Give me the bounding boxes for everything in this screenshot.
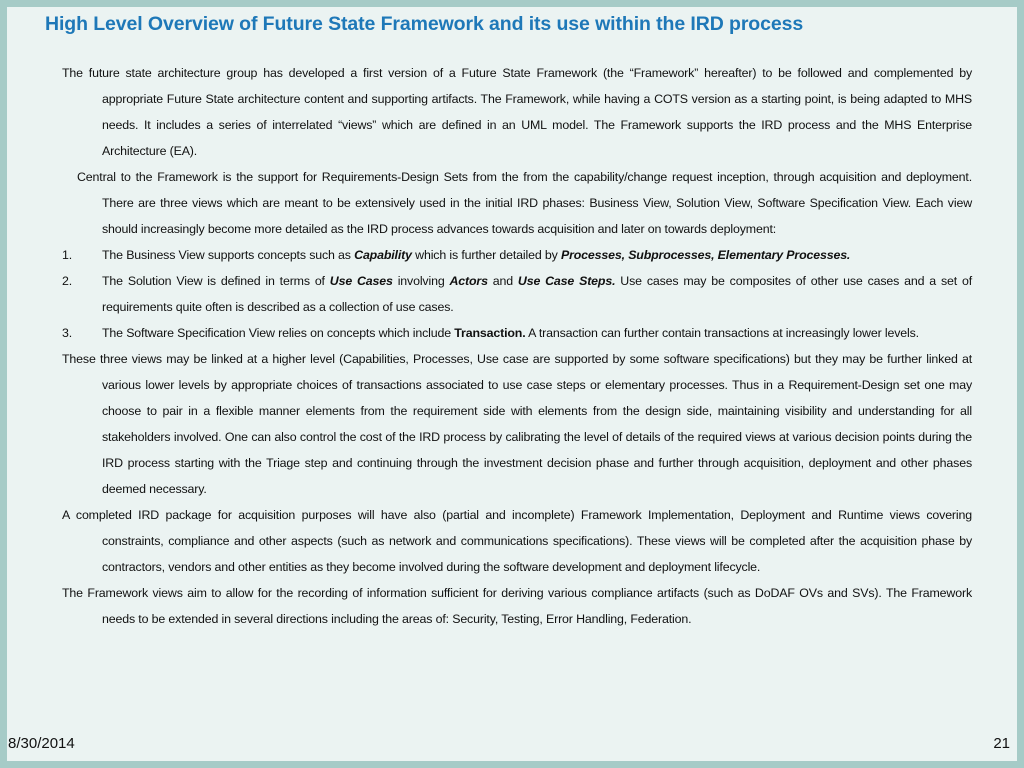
paragraph-framework-intro: The future state architecture group has developed a first version of a Future State Framework (the “Framework” hereafter) to be followed and complemented by appropriate Future State architecture content and supporting artifacts. The Framework, while having a COTS version as a starting point, is being adapted to MHS needs. It includes a series of interrelated “views” which are defined in an UML model. The Framework supports the IRD process and the MHS Enterprise Architecture (EA). — [62, 66, 972, 158]
paragraph-compliance: The Framework views aim to allow for the recording of information sufficient for deriving various compliance artifacts (such as DoDAF OVs and SVs). The Framework needs to be extended in several directions including the areas of: Security, Testing, Error Handling, Federation. — [62, 586, 972, 626]
list-emphasis: Use Cases — [329, 274, 393, 288]
list-text: involving — [392, 274, 450, 288]
paragraph-requirements-design: Central to the Framework is the support for Requirements-Design Sets from the from the capability/change request inception, through acquisition and deployment. There are three views which are meant to be extensively used in the initial IRD phases: Business View, Solution View, Software Specification View. Each view should increasingly become more detailed as the IRD process advances towards acquisition and later on towards deployment: — [77, 170, 972, 236]
list-text: A transaction can further contain transactions at increasingly lower levels. — [525, 326, 919, 340]
list-text: The Software Specification View relies on concepts which include — [102, 326, 455, 340]
page-number: 21 — [993, 735, 1010, 752]
list-item-solution-view — [60, 268, 972, 320]
list-text: Use cases may be composites of other use cases and a set of requirements quite often is described as a collection of use cases. — [102, 274, 972, 314]
list-text: The Solution View is defined in terms of — [102, 274, 330, 288]
list-number: 2. — [62, 274, 73, 288]
list-number: 3. — [62, 326, 73, 340]
list-emphasis: Processes, Subprocesses, Elementary Processes. — [560, 248, 851, 262]
list-emphasis: Use Case Steps. — [517, 274, 616, 288]
list-emphasis: Capability — [354, 248, 412, 262]
list-item-software-view — [60, 320, 972, 346]
slide-content — [60, 60, 972, 632]
list-text: which is further detailed by — [411, 248, 561, 262]
footer-date: 8/30/2014 — [8, 735, 75, 752]
list-number: 1. — [62, 248, 73, 262]
paragraph-ird-package: A completed IRD package for acquisition purposes will have also (partial and incomplete) Framework Implementation, Deployment and Runtime views covering constraints, compliance and other aspects (such as network and communications specifications). These views will be completed after the acquisition phase by contractors, vendors and other entities as they become involved during the software development and deployment lifecycle. — [62, 508, 972, 574]
list-emphasis: Transaction. — [454, 326, 526, 340]
slide-title: High Level Overview of Future State Framework and its use within the IRD process — [45, 13, 804, 35]
list-text: The Business View supports concepts such as — [102, 248, 355, 262]
paragraph-views-linking: These three views may be linked at a higher level (Capabilities, Processes, Use case are supported by some software specifications) but they may be further linked at various lower levels by appropriate choices of transactions associated to use case steps or elementary processes. Thus in a Requirement-Design set one may choose to pair in a flexible manner elements from the requirement side with elements from the design side, maintaining visibility and understanding for all stakeholders involved. One can also control the cost of the IRD process by calibrating the level of details of the required views at various decision points during the IRD process starting with the Triage step and continuing through the investment decision phase and further through acquisition, deployment and other phases deemed necessary. — [62, 352, 972, 496]
list-text: and — [487, 274, 518, 288]
list-emphasis: Actors — [449, 274, 488, 288]
list-item-business-view — [60, 242, 972, 268]
